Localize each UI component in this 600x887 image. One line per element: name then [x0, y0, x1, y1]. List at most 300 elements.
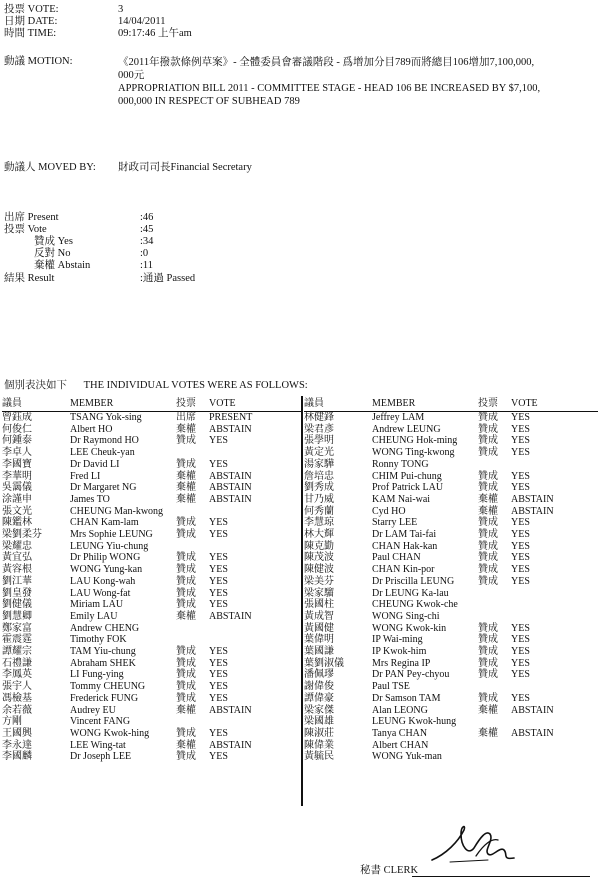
vote-value: ABSTAIN	[209, 423, 252, 435]
vote-zh: 贊成	[478, 540, 498, 552]
member-name-zh: 李卓人	[2, 447, 32, 459]
member-name: CHIM Pui-chung	[372, 470, 442, 482]
vote-zh: 贊成	[478, 482, 498, 494]
vote-value: YES	[511, 564, 530, 576]
vote-value: YES	[511, 634, 530, 646]
vote-zh: 贊成	[176, 599, 196, 611]
vote-row	[304, 424, 598, 436]
vote-row	[304, 482, 598, 494]
vote-row	[2, 611, 302, 623]
member-name-zh: 黃容根	[2, 564, 32, 576]
vote-row	[304, 634, 598, 646]
vote-zh: 贊成	[478, 634, 498, 646]
member-name-zh: 陳鑑林	[2, 517, 32, 529]
vote-row	[304, 447, 598, 459]
vote-row	[2, 693, 302, 705]
vote-zh: 贊成	[478, 575, 498, 587]
column-header-vote: VOTE	[511, 398, 598, 412]
vote-row	[304, 506, 598, 518]
member-name-zh: 張國柱	[304, 599, 334, 611]
vote-row	[2, 705, 302, 717]
vote-value: YES	[511, 575, 530, 587]
member-name: Vincent FANG	[70, 716, 131, 728]
member-name: KAM Nai-wai	[372, 493, 431, 505]
vote-value: YES	[209, 751, 228, 763]
member-name: CHEUNG Hok-ming	[372, 435, 458, 447]
vote-value: YES	[209, 646, 228, 658]
member-name-zh: 李國寶	[2, 458, 32, 470]
member-name: WONG Kwok-kin	[372, 622, 447, 634]
clerk-signature-line	[412, 876, 590, 877]
vote-row	[2, 716, 302, 728]
vote-zh	[478, 681, 511, 693]
member-name: James TO	[70, 493, 110, 505]
vote-value: YES	[209, 657, 228, 669]
member-name: Audrey EU	[70, 704, 116, 716]
vote-row	[2, 751, 302, 763]
votes-table-right	[304, 398, 598, 763]
member-name: Dr Joseph LEE	[70, 751, 132, 763]
vote-value: ABSTAIN	[209, 610, 252, 622]
vote-value: YES	[209, 681, 228, 693]
vote-row	[2, 728, 302, 740]
votes-table-right-body	[304, 412, 598, 764]
member-name-zh: 詹培忠	[304, 470, 334, 482]
vote-zh: 贊成	[176, 692, 196, 704]
time-value: 09:17:46 上午am	[118, 28, 192, 39]
member-name-zh: 李慧琼	[304, 517, 334, 529]
vote-row	[304, 751, 598, 763]
member-name: LEE Wing-tat	[70, 739, 126, 751]
vote-value: YES	[511, 540, 530, 552]
vote-row	[304, 693, 598, 705]
votes-table-left	[2, 398, 302, 763]
individual-votes-heading-zh: 個別表決如下	[4, 380, 67, 391]
vote-row	[2, 435, 302, 447]
vote-value: YES	[209, 552, 228, 564]
member-name-zh: 劉健儀	[2, 599, 32, 611]
member-name-zh: 黃毓民	[304, 751, 334, 763]
vote-row	[304, 576, 598, 588]
vote-value: YES	[511, 423, 530, 435]
vote-zh	[176, 634, 209, 646]
vote-zh: 贊成	[176, 657, 196, 669]
member-name: Paul TSE	[372, 681, 410, 693]
no-label: 反對 No	[34, 248, 71, 259]
member-name-zh: 李鳳英	[2, 669, 32, 681]
vote-value	[511, 611, 598, 623]
vote-zh: 棄權	[478, 493, 498, 505]
vote-zh	[478, 611, 511, 623]
vote-zh: 棄權	[478, 727, 498, 739]
no-value: :0	[140, 248, 149, 259]
member-name-zh: 陳健波	[304, 564, 334, 576]
member-name: Prof Patrick LAU	[372, 482, 444, 494]
clerk-signature	[428, 820, 520, 866]
vote-zh: 贊成	[478, 657, 498, 669]
member-name-zh: 張文光	[2, 505, 32, 517]
vote-row	[2, 588, 302, 600]
member-name: CHAN Hak-kan	[372, 540, 438, 552]
vote-zh: 棄權	[176, 704, 196, 716]
vote-zh: 贊成	[478, 423, 498, 435]
member-name: Dr Raymond HO	[70, 435, 139, 447]
column-header-vote-zh: 投票	[176, 398, 209, 412]
vote-zh: 贊成	[176, 727, 196, 739]
member-name-zh: 梁耀忠	[2, 540, 32, 552]
member-name-zh: 黃定光	[304, 447, 334, 459]
vote-row	[2, 623, 302, 635]
member-name-zh: 劉江華	[2, 575, 32, 587]
member-name: Mrs Sophie LEUNG	[70, 529, 153, 541]
vote-number-value: 3	[118, 4, 124, 15]
vote-zh: 贊成	[176, 564, 196, 576]
member-name-zh: 劉皇發	[2, 587, 32, 599]
motion-zh-line-2: 000元	[118, 70, 145, 81]
member-name-zh: 李永達	[2, 739, 32, 751]
vote-row	[304, 588, 598, 600]
member-name-zh: 陳克勤	[304, 540, 334, 552]
member-name-zh: 馮檢基	[2, 692, 32, 704]
member-name-zh: 梁國雄	[304, 716, 334, 728]
member-name: Dr PAN Pey-chyou	[372, 669, 450, 681]
vote-number-label: 投票 VOTE:	[4, 4, 59, 15]
vote-value	[209, 447, 302, 459]
vote-zh: 贊成	[176, 587, 196, 599]
vote-value	[511, 716, 598, 728]
vote-zh: 贊成	[478, 622, 498, 634]
column-header-vote: VOTE	[209, 398, 302, 412]
vote-row	[2, 482, 302, 494]
vote-zh: 出席	[176, 412, 196, 423]
vote-row	[304, 623, 598, 635]
vote-zh: 棄權	[176, 470, 196, 482]
abstain-label: 棄權 Abstain	[34, 260, 91, 271]
votes-table-header	[304, 398, 598, 412]
vote-value: YES	[511, 669, 530, 681]
time-label: 時間 TIME:	[4, 28, 57, 39]
abstain-value: :11	[140, 260, 154, 271]
member-name: Albert CHAN	[372, 739, 429, 751]
member-name-zh: 石禮謙	[2, 657, 32, 669]
vote-value	[511, 599, 598, 611]
vote-zh: 贊成	[478, 669, 498, 681]
member-name-zh: 張宇人	[2, 681, 32, 693]
vote-value: YES	[209, 692, 228, 704]
member-name-zh: 謝偉俊	[304, 681, 334, 693]
motion-en-line-2: 000,000 IN RESPECT OF SUBHEAD 789	[118, 96, 300, 107]
member-name: CHEUNG Kwok-che	[372, 599, 458, 611]
vote-value: ABSTAIN	[209, 739, 252, 751]
vote-row	[2, 669, 302, 681]
vote-value	[209, 541, 302, 553]
member-name: Mrs Regina IP	[372, 657, 431, 669]
member-name-zh: 譚偉豪	[304, 692, 334, 704]
vote-zh: 贊成	[176, 751, 196, 763]
vote-row	[304, 541, 598, 553]
member-name: Starry LEE	[372, 517, 418, 529]
vote-zh: 贊成	[478, 447, 498, 459]
vote-value	[511, 740, 598, 752]
member-name-zh: 王國興	[2, 727, 32, 739]
member-name-zh: 梁美芬	[304, 575, 334, 587]
column-header-name-zh: 議員	[304, 398, 372, 412]
vote-zh: 贊成	[478, 517, 498, 529]
vote-count-value: :45	[140, 224, 154, 235]
vote-count-label: 投票 Vote	[4, 224, 47, 235]
member-name: LEUNG Yiu-chung	[70, 540, 149, 552]
member-name: WONG Yung-kan	[70, 564, 143, 576]
vote-zh: 贊成	[176, 681, 196, 693]
vote-value: ABSTAIN	[209, 704, 252, 716]
member-name-zh: 方剛	[2, 716, 22, 728]
member-name: LEUNG Kwok-hung	[372, 716, 457, 728]
member-name: Andrew LEUNG	[372, 423, 441, 435]
member-name: Dr Philip WONG	[70, 552, 141, 564]
vote-value: ABSTAIN	[209, 493, 252, 505]
yes-value: :34	[140, 236, 154, 247]
result-label: 結果 Result	[4, 273, 55, 284]
vote-zh: 棄權	[478, 704, 498, 716]
member-name-zh: 李華明	[2, 470, 32, 482]
member-name: Emily LAU	[70, 610, 118, 622]
vote-zh: 棄權	[176, 610, 196, 622]
vote-value: YES	[511, 657, 530, 669]
vote-value: ABSTAIN	[209, 482, 252, 494]
vote-zh	[478, 599, 511, 611]
vote-row	[2, 447, 302, 459]
motion-en-line-1: APPROPRIATION BILL 2011 - COMMITTEE STAGE - HEAD 106 BE INCREASED BY $7,100,	[118, 83, 541, 94]
individual-votes-heading	[4, 380, 322, 392]
vote-row	[2, 564, 302, 576]
vote-zh: 贊成	[176, 646, 196, 658]
vote-row	[304, 412, 598, 424]
vote-zh: 贊成	[176, 552, 196, 564]
member-name-zh: 李國麟	[2, 751, 32, 763]
vote-zh: 贊成	[478, 470, 498, 482]
vote-zh: 贊成	[176, 458, 196, 470]
vote-zh: 贊成	[478, 552, 498, 564]
vote-zh	[176, 447, 209, 459]
vote-value: YES	[511, 470, 530, 482]
vote-zh	[176, 506, 209, 518]
member-name: Timothy FOK	[70, 634, 127, 646]
member-name: LAU Wong-fat	[70, 587, 131, 599]
vote-value: ABSTAIN	[511, 704, 554, 716]
vote-value	[511, 588, 598, 600]
vote-row	[2, 494, 302, 506]
vote-value: YES	[209, 727, 228, 739]
member-name: Abraham SHEK	[70, 657, 136, 669]
member-name-zh: 涂謹申	[2, 493, 32, 505]
vote-row	[304, 740, 598, 752]
vote-zh: 棄權	[478, 505, 498, 517]
motion-text	[118, 56, 594, 108]
clerk-label: 秘書 CLERK	[360, 865, 419, 876]
vote-zh: 贊成	[176, 669, 196, 681]
moved-by-label: 動議人 MOVED BY:	[4, 162, 96, 173]
member-name-zh: 張學明	[304, 435, 334, 447]
member-name: Dr Priscilla LEUNG	[372, 575, 455, 587]
vote-zh: 棄權	[176, 482, 196, 494]
member-name: Tommy CHEUNG	[70, 681, 146, 693]
member-name: Alan LEONG	[372, 704, 428, 716]
member-name-zh: 梁家騮	[304, 587, 334, 599]
vote-row	[304, 494, 598, 506]
member-name-zh: 霍震霆	[2, 634, 32, 646]
member-name-zh: 黃宜弘	[2, 552, 32, 564]
vote-row	[2, 529, 302, 541]
vote-row	[304, 646, 598, 658]
vote-zh: 棄權	[176, 739, 196, 751]
member-name: CHEUNG Man-kwong	[70, 505, 164, 517]
vote-value: YES	[511, 412, 530, 423]
vote-row	[304, 705, 598, 717]
vote-value	[209, 623, 302, 635]
member-name-zh: 陳偉業	[304, 739, 334, 751]
result-value: :通過 Passed	[140, 273, 196, 284]
vote-zh: 贊成	[176, 529, 196, 541]
member-name: WONG Ting-kwong	[372, 447, 455, 459]
vote-zh: 贊成	[176, 517, 196, 529]
vote-zh	[478, 751, 511, 763]
vote-row	[304, 529, 598, 541]
member-name: Jeffrey LAM	[372, 412, 425, 423]
member-name: TAM Yiu-chung	[70, 646, 136, 658]
vote-row	[304, 669, 598, 681]
member-name-zh: 劉秀成	[304, 482, 334, 494]
vote-value: YES	[511, 646, 530, 658]
member-name-zh: 曾鈺成	[2, 412, 32, 423]
votes-table-left-body	[2, 412, 302, 764]
vote-value: YES	[209, 587, 228, 599]
member-name: Albert HO	[70, 423, 113, 435]
vote-value	[511, 681, 598, 693]
vote-value: YES	[209, 599, 228, 611]
member-name: IP Kwok-him	[372, 646, 427, 658]
moved-by-value: 財政司司長Financial Secretary	[118, 162, 252, 173]
vote-value: YES	[511, 692, 530, 704]
member-name-zh: 梁家傑	[304, 704, 334, 716]
member-name-zh: 譚耀宗	[2, 646, 32, 658]
vote-row	[2, 552, 302, 564]
vote-value: YES	[511, 482, 530, 494]
member-name: Dr David LI	[70, 458, 120, 470]
yes-label: 贊成 Yes	[34, 236, 73, 247]
member-name-zh: 劉慧卿	[2, 610, 32, 622]
column-header-vote-zh: 投票	[478, 398, 511, 412]
vote-zh	[478, 459, 511, 471]
vote-value: PRESENT	[209, 412, 253, 423]
member-name-zh: 葉國謙	[304, 646, 334, 658]
member-name-zh: 余若薇	[2, 704, 32, 716]
vote-zh: 贊成	[478, 435, 498, 447]
member-name: Dr LEUNG Ka-lau	[372, 587, 449, 599]
member-name-zh: 陳淑莊	[304, 727, 334, 739]
member-name-zh: 鄭家富	[2, 622, 32, 634]
vote-zh: 贊成	[478, 692, 498, 704]
member-name: Frederick FUNG	[70, 692, 139, 704]
motion-label: 動議 MOTION:	[4, 56, 73, 67]
vote-value: YES	[209, 435, 228, 447]
vote-row	[304, 716, 598, 728]
vote-row	[304, 552, 598, 564]
vote-value: YES	[511, 517, 530, 529]
member-name-zh: 林大輝	[304, 529, 334, 541]
present-label: 出席 Present	[4, 212, 59, 223]
member-name: Dr LAM Tai-fai	[372, 529, 437, 541]
member-name-zh: 葉偉明	[304, 634, 334, 646]
vote-row	[2, 576, 302, 588]
member-name-zh: 梁君彥	[304, 423, 334, 435]
member-name-zh: 甘乃威	[304, 493, 334, 505]
member-name: LI Fung-ying	[70, 669, 124, 681]
member-name: CHAN Kam-lam	[70, 517, 139, 529]
vote-value: ABSTAIN	[511, 493, 554, 505]
member-name-zh: 何鍾泰	[2, 435, 32, 447]
vote-value: YES	[209, 575, 228, 587]
column-header-member: MEMBER	[372, 398, 478, 412]
present-value: :46	[140, 212, 154, 223]
member-name-zh: 何秀蘭	[304, 505, 334, 517]
vote-row	[2, 471, 302, 483]
vote-value: ABSTAIN	[209, 470, 252, 482]
vote-value	[209, 506, 302, 518]
member-name: LAU Kong-wah	[70, 575, 136, 587]
vote-row	[304, 471, 598, 483]
member-name: Dr Margaret NG	[70, 482, 137, 494]
member-name: WONG Sing-chi	[372, 610, 440, 622]
vote-zh	[478, 740, 511, 752]
member-name: Miriam LAU	[70, 599, 124, 611]
vote-value: YES	[511, 447, 530, 459]
vote-zh: 贊成	[478, 529, 498, 541]
vote-row	[2, 412, 302, 424]
vote-row	[2, 541, 302, 553]
vote-row	[304, 611, 598, 623]
vote-row	[304, 599, 598, 611]
member-name: Paul CHAN	[372, 552, 421, 564]
member-name-zh: 何俊仁	[2, 423, 32, 435]
vote-value: YES	[209, 458, 228, 470]
vote-value	[209, 716, 302, 728]
vote-zh: 贊成	[478, 646, 498, 658]
vote-value: YES	[511, 552, 530, 564]
vote-value: YES	[209, 564, 228, 576]
date-value: 14/04/2011	[118, 16, 166, 27]
vote-value	[209, 634, 302, 646]
member-name: Andrew CHENG	[70, 622, 140, 634]
member-name-zh: 葉劉淑儀	[304, 657, 344, 669]
vote-row	[2, 681, 302, 693]
vote-zh	[478, 716, 511, 728]
date-label: 日期 DATE:	[4, 16, 58, 27]
member-name: IP Wai-ming	[372, 634, 423, 646]
member-name-zh: 黃國健	[304, 622, 334, 634]
member-name: Fred LI	[70, 470, 101, 482]
column-header-name-zh: 議員	[2, 398, 70, 412]
member-name-zh: 吳靄儀	[2, 482, 32, 494]
vote-zh: 贊成	[478, 564, 498, 576]
vote-row	[2, 740, 302, 752]
motion-zh-line-1: 《2011年撥款條例草案》- 全體委員會審議階段 - 爲增加分目789而將總目106增加7,100,000,	[118, 57, 535, 68]
individual-votes-heading-en: THE INDIVIDUAL VOTES WERE AS FOLLOWS:	[83, 380, 308, 391]
vote-zh: 棄權	[176, 423, 196, 435]
vote-row	[304, 681, 598, 693]
vote-zh	[176, 716, 209, 728]
vote-zh: 贊成	[176, 575, 196, 587]
column-header-member: MEMBER	[70, 398, 176, 412]
